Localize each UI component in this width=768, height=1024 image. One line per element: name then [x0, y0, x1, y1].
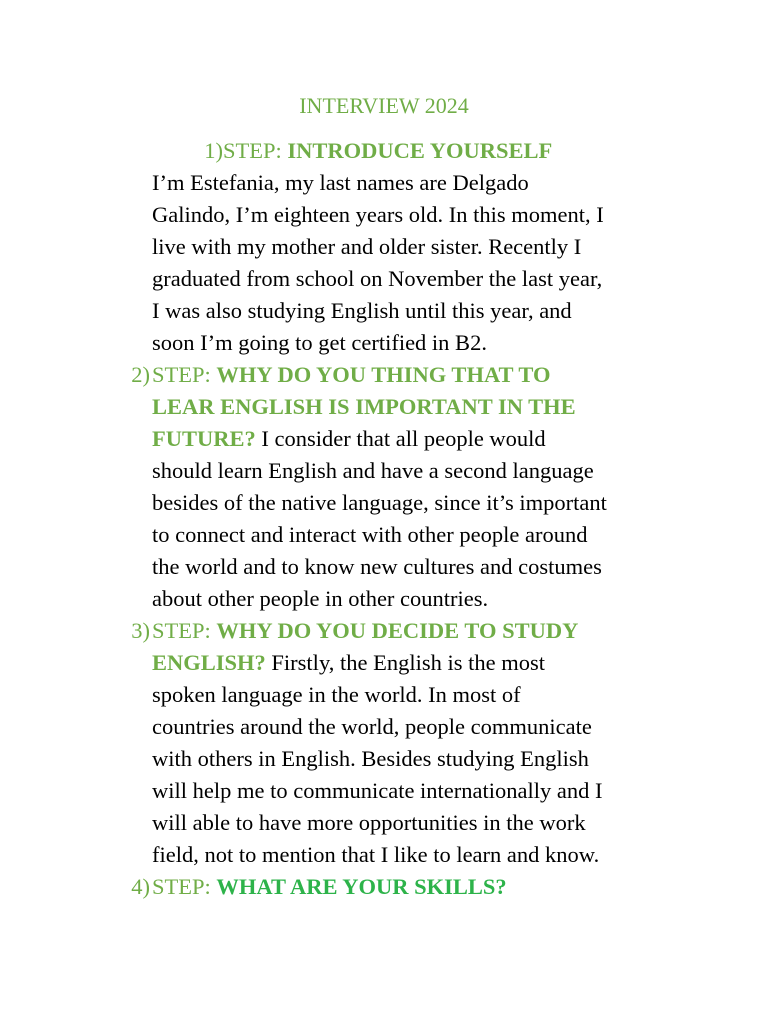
step-question: WHAT ARE YOUR SKILLS? [216, 874, 507, 899]
answer-line: besides of the native language, since it’s important [152, 490, 607, 515]
step-number: 3) [131, 618, 150, 643]
answer-line: I was also studying English until this year, and [152, 298, 572, 323]
step-number: 2) [131, 362, 150, 387]
answer-line: spoken language in the world. In most of [152, 682, 521, 707]
step-1 [0, 135, 768, 359]
answer-line: will help me to communicate internationally and I [152, 778, 603, 803]
answer-line: will able to have more opportunities in the work [152, 810, 586, 835]
answer-line: field, not to mention that I like to learn and know. [152, 842, 600, 867]
answer-line: graduated from school on November the last year, [152, 266, 603, 291]
step-heading-line [152, 423, 672, 455]
answer-line: to connect and interact with other people around [152, 522, 588, 547]
step-heading [152, 359, 672, 391]
answer-line: the world and to know new cultures and costumes [152, 554, 602, 579]
step-question: WHY DO YOU DECIDE TO STUDY [216, 618, 579, 643]
answer-first: I consider that all people would [255, 426, 546, 451]
answer-line: soon I’m going to get certified in B2. [152, 330, 487, 355]
step-heading [152, 871, 672, 903]
step-number: 1) [204, 138, 223, 163]
step-question: WHY DO YOU THING THAT TO [216, 362, 551, 387]
step-heading [152, 615, 672, 647]
step-prefix: STEP: [223, 138, 288, 163]
step-answer [152, 167, 672, 359]
step-question: ENGLISH? [152, 650, 266, 675]
page-title: INTERVIEW 2024 [299, 93, 469, 118]
step-question: FUTURE? [152, 426, 256, 451]
answer-line: with others in English. Besides studying English [152, 746, 589, 771]
step-prefix: STEP: [152, 618, 217, 643]
step-heading-line [152, 647, 672, 679]
step-list [0, 135, 768, 903]
answer-line: Galindo, I’m eighteen years old. In this moment, I [152, 202, 604, 227]
step-number: 4) [131, 874, 150, 899]
step-3 [0, 615, 768, 871]
step-prefix: STEP: [152, 874, 217, 899]
step-prefix: STEP: [152, 362, 217, 387]
answer-line: live with my mother and older sister. Recently I [152, 234, 582, 259]
step-heading-line [152, 391, 672, 423]
step-content [152, 615, 672, 871]
step-question: INTRODUCE YOURSELF [287, 138, 553, 163]
answer-line: about other people in other countries. [152, 586, 489, 611]
answer-line: I’m Estefania, my last names are Delgado [152, 170, 529, 195]
step-4 [0, 871, 768, 903]
answer-line: countries around the world, people communicate [152, 714, 592, 739]
step-question: LEAR ENGLISH IS IMPORTANT IN THE [152, 394, 576, 419]
step-content [152, 359, 672, 615]
step-2 [0, 359, 768, 615]
step-content [152, 871, 672, 903]
step-heading [223, 135, 768, 167]
answer-line: should learn English and have a second language [152, 458, 594, 483]
answer-first: Firstly, the English is the most [265, 650, 545, 675]
